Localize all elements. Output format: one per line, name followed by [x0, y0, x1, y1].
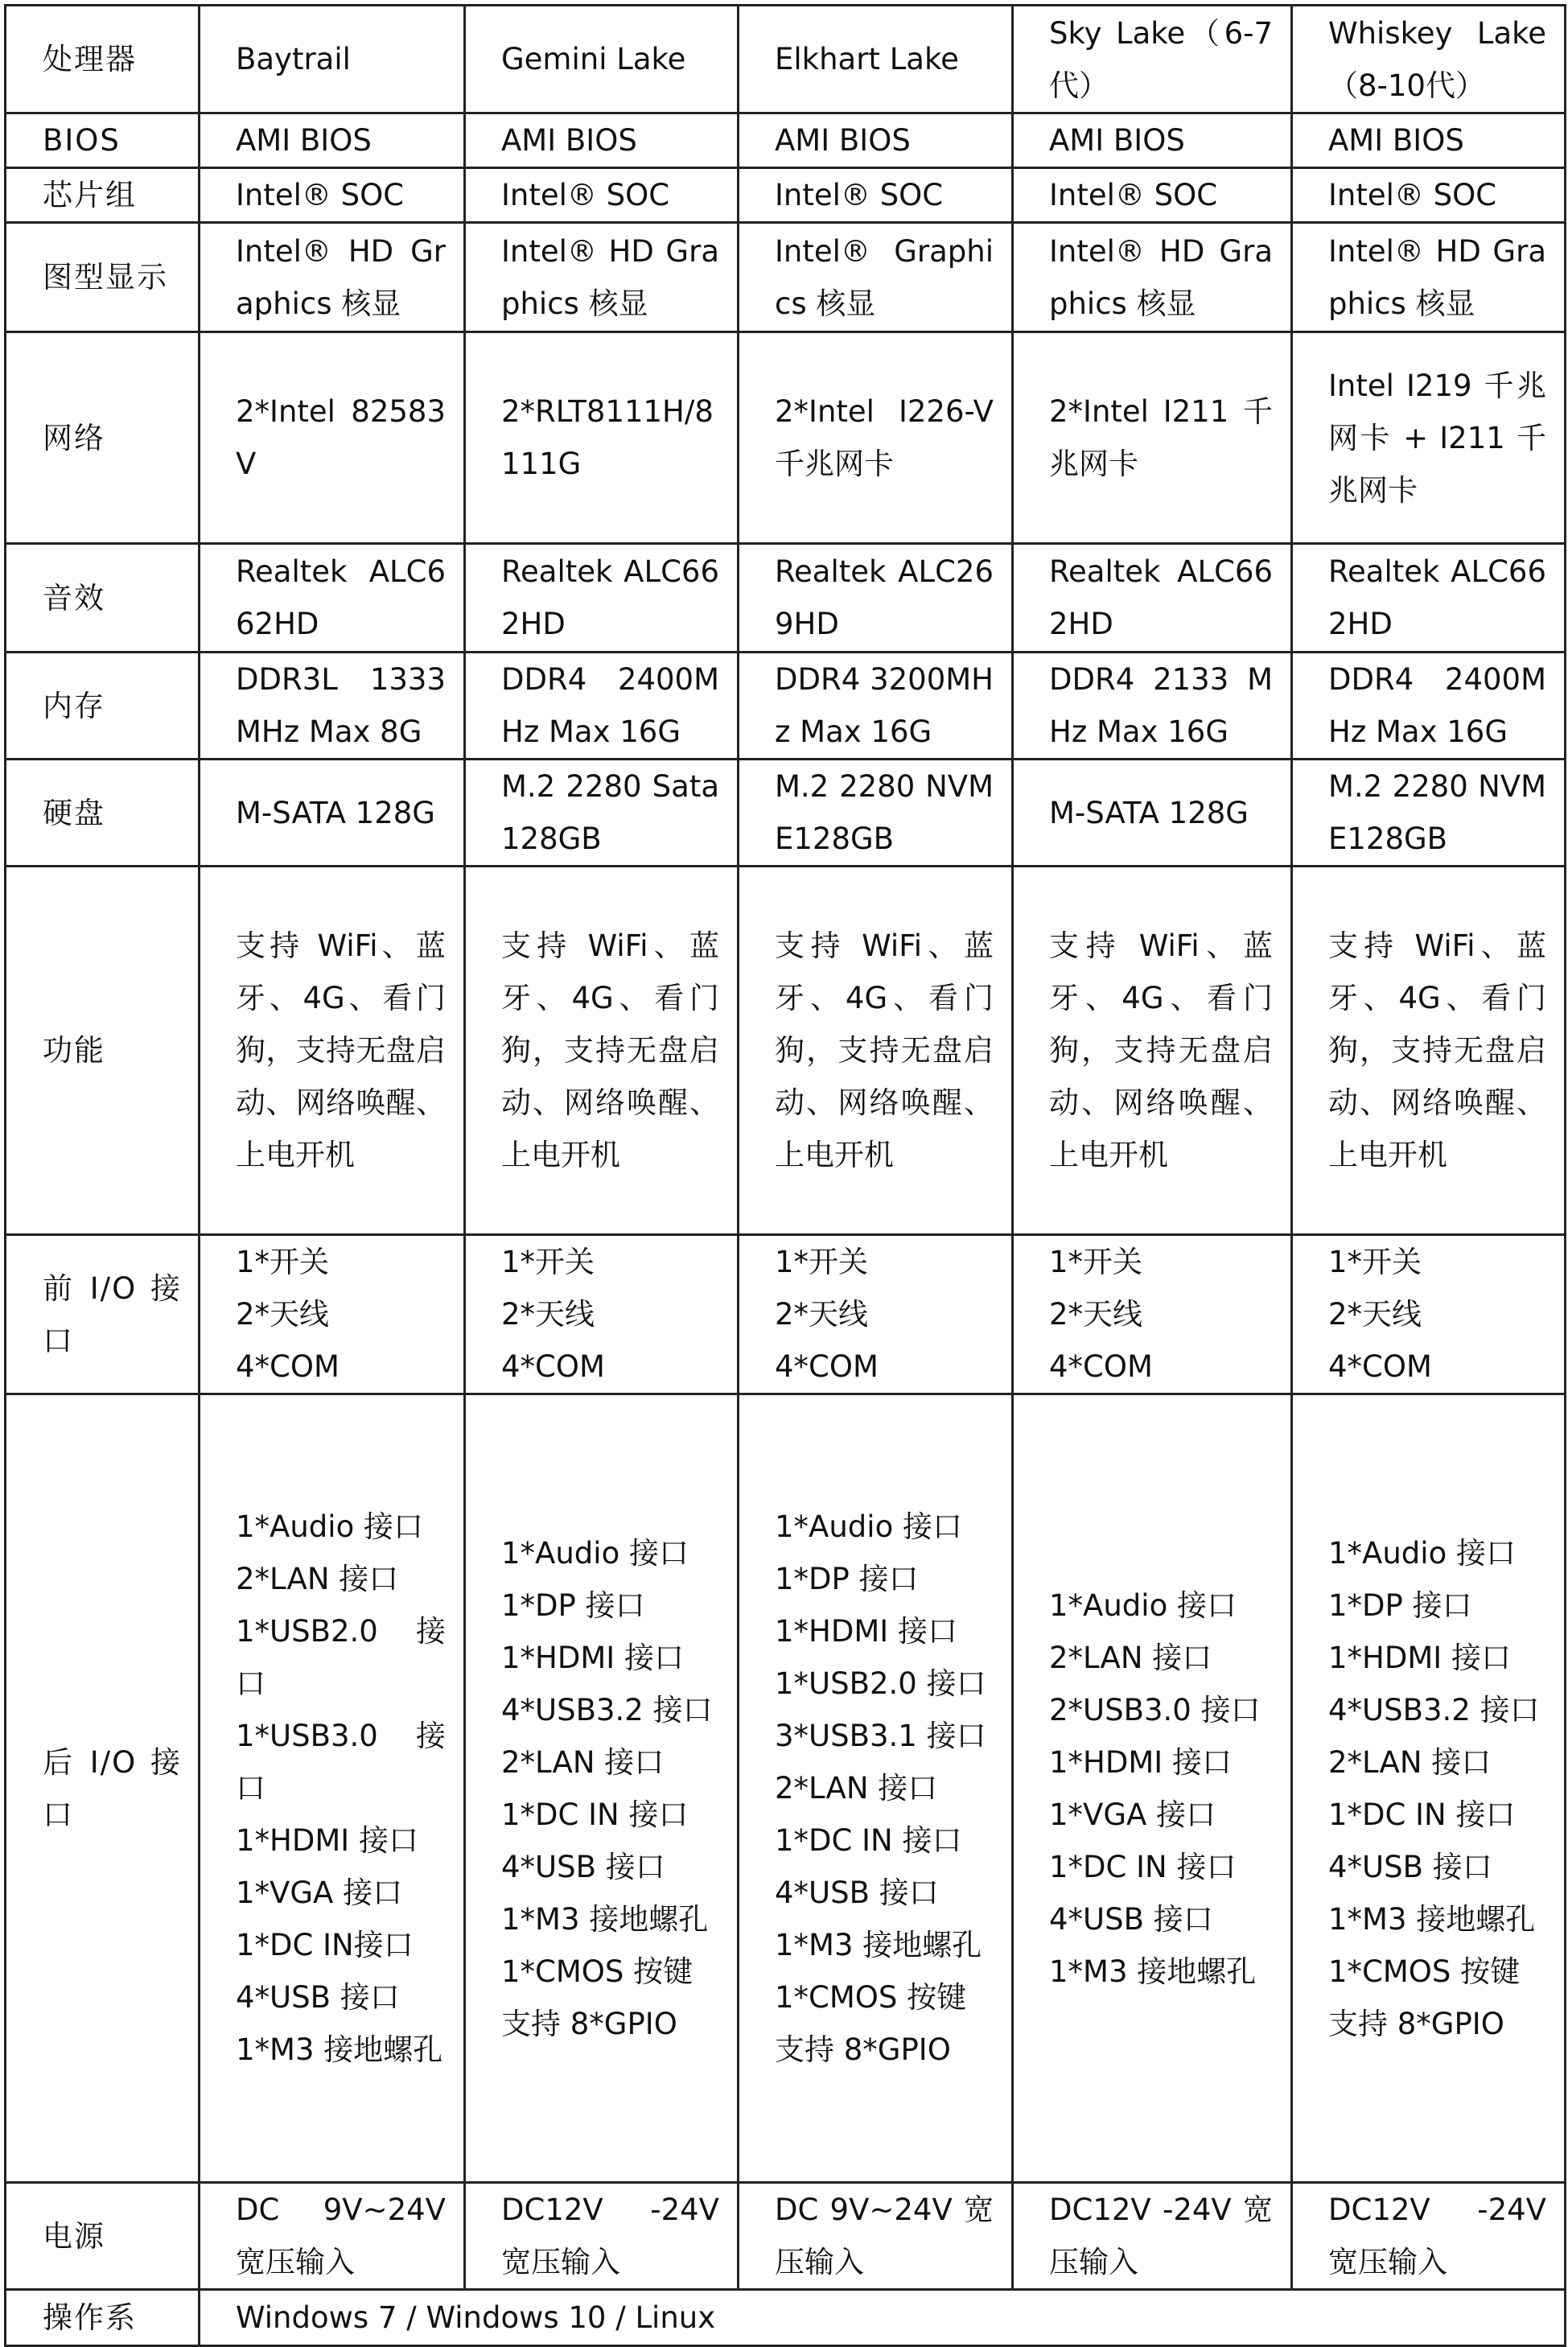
cell-line: Intel® HD Graphics 核显 — [1049, 233, 1273, 321]
cell-line: 4*COM — [236, 1349, 340, 1384]
cell-line: DC 9V~24V 宽压输入 — [236, 2193, 446, 2279]
cell-line: 4*USB 接口 — [775, 1876, 939, 1910]
table-cell — [1013, 653, 1292, 760]
cell-line: 1*开关 — [1328, 1245, 1422, 1279]
cell-line: 1*Audio 接口 — [1328, 1535, 1516, 1571]
table-header-row — [6, 6, 1566, 113]
table-cell — [739, 760, 1013, 867]
cell-line: AMI BIOS — [236, 123, 372, 158]
header-cell: Elkhart Lake — [739, 6, 1013, 113]
spec-table — [4, 4, 1566, 2347]
table-row — [6, 653, 1566, 760]
row-label: 前 I/O 接口 — [6, 1235, 200, 1394]
cell-line: 1*Audio 接口 — [236, 1509, 423, 1544]
table-cell — [465, 2183, 739, 2290]
row-label: 硬盘 — [6, 760, 200, 867]
cell-line: 1*HDMI 接口 — [501, 1640, 684, 1675]
cell-line: 2*天线 — [236, 1297, 330, 1332]
cell-line: DC 9V~24V 宽压输入 — [775, 2193, 994, 2279]
cell-line: 1*开关 — [775, 1245, 869, 1279]
cell-line: Intel® SOC — [1328, 178, 1497, 212]
cell-line: 1*DP 接口 — [775, 1562, 919, 1596]
cell-line: 1*M3 接地螺孔 — [236, 2032, 443, 2067]
cell-line: Realtek ALC662HD — [1049, 554, 1273, 641]
cell-line: M-SATA 128G — [1049, 795, 1249, 830]
cell-line: 1*HDMI 接口 — [775, 1614, 957, 1649]
cell-line: 支持 8*GPIO — [1328, 2006, 1504, 2041]
table-cell — [465, 113, 739, 168]
cell-line: 2*Intel 82583V — [236, 394, 446, 481]
cell-line: AMI BIOS — [1049, 123, 1185, 158]
cell-line: DC12V -24V 宽压输入 — [501, 2193, 719, 2279]
cell-line: Intel® HD Graphics 核显 — [236, 233, 446, 321]
cell-line: 支持 WiFi、蓝牙、4G、看门狗，支持无盘启动、网络唤醒、上电开机 — [501, 929, 719, 1172]
cell-line: 4*USB3.2 接口 — [501, 1692, 713, 1727]
cell-line: DC12V -24V 宽压输入 — [1328, 2193, 1546, 2279]
table-cell — [200, 544, 465, 653]
table-cell — [200, 1235, 465, 1394]
cell-line: DDR3L 1333 MHz Max 8G — [236, 662, 446, 749]
table-row — [6, 332, 1566, 544]
row-label: 功能 — [6, 867, 200, 1235]
cell-line: AMI BIOS — [501, 123, 637, 158]
table-cell — [465, 223, 739, 332]
cell-line: M.2 2280 NVME128GB — [775, 769, 994, 856]
row-label: 处理器 — [6, 6, 200, 113]
cell-line: 支持 8*GPIO — [501, 2006, 677, 2041]
table-cell — [1013, 223, 1292, 332]
cell-line: Intel® SOC — [775, 178, 944, 212]
table-cell — [200, 168, 465, 223]
cell-line: 1*DC IN 接口 — [1049, 1849, 1237, 1884]
row-label: 内存 — [6, 653, 200, 760]
table-cell — [200, 2183, 465, 2290]
cell-line: DDR4 3200MHz Max 16G — [775, 662, 994, 749]
cell-line: 2*天线 — [501, 1297, 595, 1332]
cell-line: 4*USB 接口 — [236, 1980, 400, 2015]
row-label: 芯片组 — [6, 168, 200, 223]
table-cell — [739, 653, 1013, 760]
table-cell — [1292, 168, 1566, 223]
cell-line: 1*USB2.0 接口 — [775, 1666, 986, 1701]
table-cell — [465, 1235, 739, 1394]
cell-line: 4*USB 接口 — [501, 1849, 665, 1884]
table-row — [6, 544, 1566, 653]
cell-line: 1*DP 接口 — [1328, 1587, 1472, 1623]
cell-line: 1*Audio 接口 — [501, 1535, 689, 1571]
table-cell — [200, 653, 465, 760]
header-cell: Whiskey Lake（8-10代） — [1292, 6, 1566, 113]
cell-line: Realtek ALC662HD — [236, 554, 446, 641]
table-cell — [739, 168, 1013, 223]
cell-line: 2*LAN 接口 — [775, 1771, 938, 1806]
table-cell — [1292, 2183, 1566, 2290]
table-cell — [1292, 653, 1566, 760]
table-cell — [465, 867, 739, 1235]
cell-line: 2*天线 — [1049, 1297, 1143, 1332]
table-row — [6, 1235, 1566, 1394]
cell-line: 4*COM — [1328, 1349, 1432, 1384]
table-cell — [1292, 113, 1566, 168]
table-cell — [200, 332, 465, 544]
cell-line: Intel I219 千兆网卡 + I211 千兆网卡 — [1328, 368, 1546, 508]
cell-line: M-SATA 128G — [236, 795, 435, 830]
cell-line: 支持 WiFi、蓝牙、4G、看门狗，支持无盘启动、网络唤醒、上电开机 — [775, 929, 994, 1172]
table-cell — [200, 223, 465, 332]
cell-line: AMI BIOS — [775, 123, 911, 158]
table-cell — [1013, 168, 1292, 223]
row-label: 音效 — [6, 544, 200, 653]
table-cell — [739, 113, 1013, 168]
cell-line: 4*USB3.2 接口 — [1328, 1692, 1540, 1727]
cell-line: 2*Intel I226-V 千兆网卡 — [775, 394, 994, 481]
cell-line: 1*M3 接地螺孔 — [1049, 1954, 1257, 1989]
table-cell — [739, 544, 1013, 653]
table-row — [6, 168, 1566, 223]
cell-line: Realtek ALC662HD — [1328, 554, 1546, 641]
cell-line: 1*开关 — [236, 1245, 330, 1279]
cell-line: 支持 WiFi、蓝牙、4G、看门狗，支持无盘启动、网络唤醒、上电开机 — [1328, 929, 1546, 1172]
cell-line: 1*DP 接口 — [501, 1587, 645, 1623]
row-label: BIOS — [6, 113, 200, 168]
table-row — [6, 867, 1566, 1235]
table-cell — [739, 223, 1013, 332]
row-label: 操作系 — [6, 2290, 200, 2346]
table-cell — [1013, 1394, 1292, 2183]
cell-line: 支持 8*GPIO — [775, 2032, 951, 2067]
cell-line: 1*HDMI 接口 — [1049, 1744, 1232, 1780]
table-row — [6, 2183, 1566, 2290]
cell-line: 1*HDMI 接口 — [236, 1823, 418, 1858]
cell-line: 1*CMOS 按键 — [1328, 1954, 1521, 1989]
cell-line: 1*VGA 接口 — [236, 1876, 403, 1910]
cell-line: 1*DC IN 接口 — [1328, 1797, 1516, 1832]
row-label: 后 I/O 接口 — [6, 1394, 200, 2183]
cell-line: Intel® Graphics 核显 — [775, 233, 994, 321]
cell-line: 支持 WiFi、蓝牙、4G、看门狗，支持无盘启动、网络唤醒、上电开机 — [1049, 929, 1273, 1172]
cell-line: Realtek ALC269HD — [775, 554, 994, 641]
header-cell: Gemini Lake — [465, 6, 739, 113]
cell-line: 4*COM — [1049, 1349, 1153, 1384]
table-row — [6, 760, 1566, 867]
table-cell — [465, 332, 739, 544]
cell-line: Intel® SOC — [501, 178, 670, 212]
table-cell — [1292, 1394, 1566, 2183]
table-cell — [1292, 867, 1566, 1235]
cell-line: 4*COM — [501, 1349, 605, 1384]
row-label: 电源 — [6, 2183, 200, 2290]
header-cell: Baytrail — [200, 6, 465, 113]
cell-line: 2*天线 — [1328, 1297, 1422, 1332]
cell-line: 1*M3 接地螺孔 — [1328, 1901, 1536, 1937]
cell-line: DC12V -24V 宽压输入 — [1049, 2193, 1273, 2279]
table-cell — [739, 332, 1013, 544]
spec-table-body — [6, 6, 1566, 2346]
os-row — [6, 2290, 1566, 2346]
cell-line: 4*USB 接口 — [1328, 1849, 1492, 1884]
table-row — [6, 223, 1566, 332]
cell-line: 1*USB2.0 接口 — [236, 1614, 446, 1701]
cell-line: Realtek ALC662HD — [501, 554, 719, 641]
cell-line: 1*M3 接地螺孔 — [501, 1901, 709, 1937]
table-cell — [1013, 867, 1292, 1235]
cell-line: M.2 2280 Sata 128GB — [501, 769, 719, 856]
row-label: 网络 — [6, 332, 200, 544]
cell-line: M.2 2280 NVME128GB — [1328, 769, 1546, 856]
cell-line: 1*开关 — [1049, 1245, 1143, 1279]
table-cell — [1292, 223, 1566, 332]
cell-line: 1*开关 — [501, 1245, 595, 1279]
os-value: Windows 7 / Windows 10 / Linux — [200, 2290, 1566, 2346]
cell-line: 2*LAN 接口 — [1049, 1640, 1212, 1675]
cell-line: 2*RLT8111H/8111G — [501, 394, 714, 481]
table-cell — [1013, 1235, 1292, 1394]
table-cell — [465, 653, 739, 760]
cell-line: 1*VGA 接口 — [1049, 1797, 1216, 1832]
cell-line: Intel® SOC — [236, 178, 405, 212]
table-cell — [1013, 113, 1292, 168]
table-cell — [1013, 760, 1292, 867]
table-cell — [1292, 332, 1566, 544]
table-cell — [1292, 760, 1566, 867]
cell-line: 1*HDMI 接口 — [1328, 1640, 1511, 1675]
table-cell — [1292, 544, 1566, 653]
cell-line: 1*DC IN 接口 — [501, 1797, 689, 1832]
table-cell — [739, 2183, 1013, 2290]
cell-line: Intel® HD Graphics 核显 — [501, 233, 719, 321]
header-cell: Sky Lake（6-7代） — [1013, 6, 1292, 113]
cell-line: 2*LAN 接口 — [501, 1744, 665, 1780]
cell-line: DDR4 2400MHz Max 16G — [1328, 662, 1546, 749]
table-cell — [1292, 1235, 1566, 1394]
table-row — [6, 1394, 1566, 2183]
table-cell — [465, 168, 739, 223]
cell-line: 1*Audio 接口 — [775, 1509, 962, 1544]
cell-line: 4*COM — [775, 1349, 879, 1384]
table-cell — [200, 1394, 465, 2183]
table-cell — [200, 113, 465, 168]
cell-line: 2*天线 — [775, 1297, 869, 1332]
cell-line: DDR4 2400MHz Max 16G — [501, 662, 719, 749]
cell-line: 1*CMOS 按键 — [501, 1954, 693, 1989]
cell-line: 1*M3 接地螺孔 — [775, 1928, 982, 1962]
table-cell — [1013, 2183, 1292, 2290]
table-cell — [465, 544, 739, 653]
cell-line: 2*Intel I211 千兆网卡 — [1049, 394, 1273, 481]
table-cell — [1013, 332, 1292, 544]
cell-line: 支持 WiFi、蓝牙、4G、看门狗，支持无盘启动、网络唤醒、上电开机 — [236, 929, 446, 1172]
table-cell — [465, 1394, 739, 2183]
cell-line: 2*USB3.0 接口 — [1049, 1692, 1261, 1727]
cell-line: 1*DC IN 接口 — [775, 1823, 962, 1858]
cell-line: AMI BIOS — [1328, 123, 1464, 158]
table-cell — [739, 1394, 1013, 2183]
table-row — [6, 113, 1566, 168]
cell-line: DDR4 2133 MHz Max 16G — [1049, 662, 1273, 749]
cell-line: 2*LAN 接口 — [1328, 1744, 1492, 1780]
cell-line: 1*USB3.0 接口 — [236, 1719, 446, 1806]
table-cell — [200, 760, 465, 867]
cell-line: 2*LAN 接口 — [236, 1562, 399, 1596]
table-cell — [200, 867, 465, 1235]
cell-line: 1*DC IN接口 — [236, 1928, 414, 1962]
cell-line: Intel® SOC — [1049, 178, 1218, 212]
table-cell — [1013, 544, 1292, 653]
cell-line: 3*USB3.1 接口 — [775, 1719, 986, 1753]
row-label: 图型显示 — [6, 223, 200, 332]
table-cell — [465, 760, 739, 867]
cell-line: Intel® HD Graphics 核显 — [1328, 233, 1546, 321]
cell-line: 1*CMOS 按键 — [775, 1980, 967, 2015]
cell-line: 4*USB 接口 — [1049, 1901, 1213, 1937]
table-cell — [739, 867, 1013, 1235]
table-cell — [739, 1235, 1013, 1394]
cell-line: 1*Audio 接口 — [1049, 1587, 1237, 1623]
